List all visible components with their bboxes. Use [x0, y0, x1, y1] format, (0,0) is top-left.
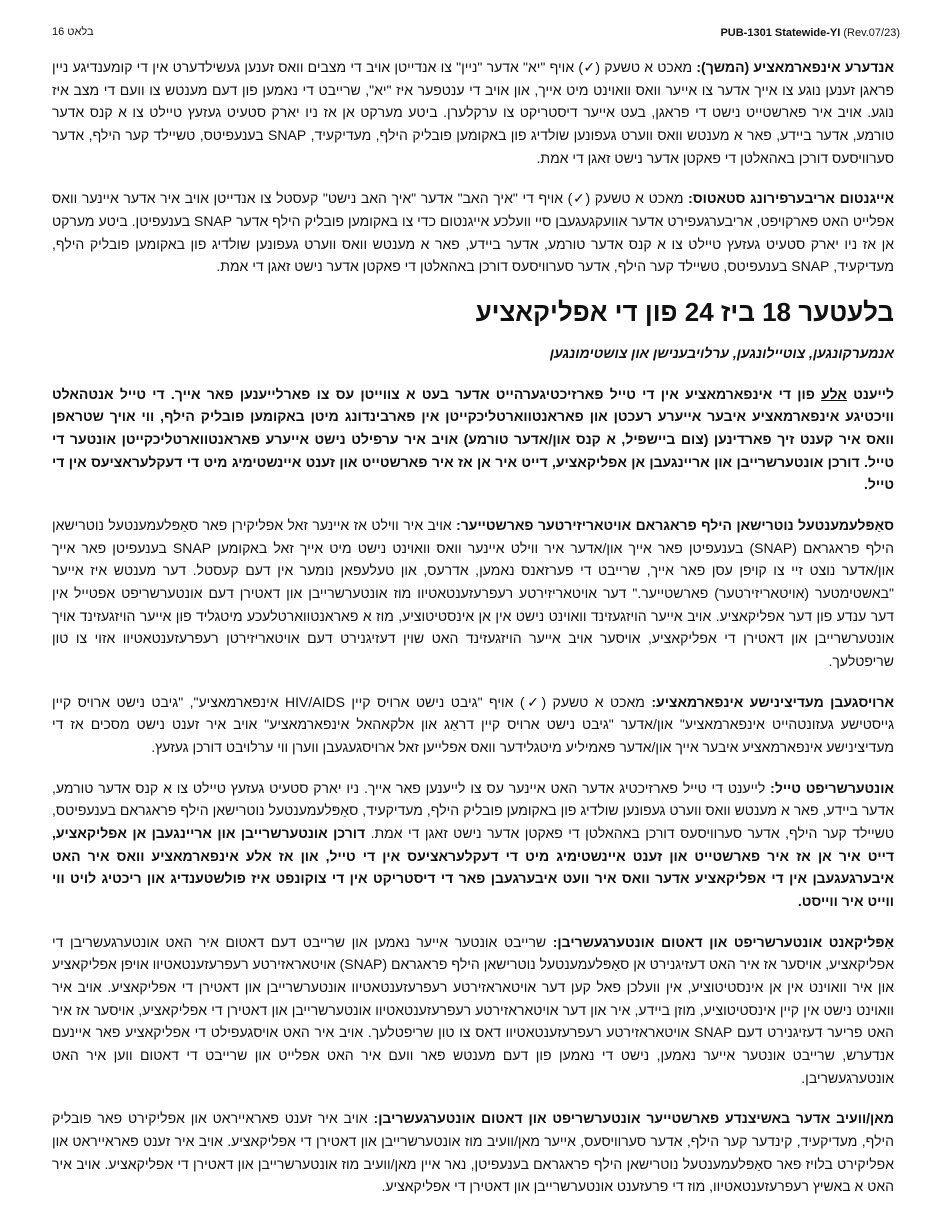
document-body [52, 56, 894, 1216]
paragraph-applicant-signature [52, 931, 894, 1090]
section-heading: בלעטער 18 ביז 24 פון די אפליקאציע [475, 297, 894, 328]
paragraph-title: ארויסגעבן מעדיצינישע אינפארמאציע: [651, 693, 895, 710]
paragraph-property-transfer [52, 187, 894, 278]
paragraph-medical-release [52, 691, 894, 759]
paragraph-title: אונטערשריפט טייל: [770, 779, 894, 796]
underlined-word: אלע [821, 385, 847, 402]
paragraph-title: מאן/וועיב אדער באשיצנדע פארשטייער אונטערשריפט און דאטום אונטערגעשריבן: [373, 1110, 894, 1127]
paragraph-text: לייענט די טייל פארזיכטיג אדער האט איינער עס צו לייענען פאר אייך. ניו יארק סטעיט געזעץ טיילט צו א קנס אדער טורמע, אדער ביידע, פאר א מענטש וואס ווערט געפונען שולדיג פון באקומען פובליק הילף, מעדיקעיד, סאַפּלעמענטעל נוטרישאן הילף פראגראם בענעפיטס, טשיילד קער הילף, אדער סערוויסעס דורכן באהאלטן די פאקטן אדער נישט זאגן די אמת. [52, 779, 895, 841]
section-subheading: אנמערקונגען, צוטיילונגען, ערלויבענישן און צושטימונגען [549, 344, 894, 361]
paragraph-text: מאכט א טשעק (✓) אויף "יא" אדער "ניין" צו אנדייטן אויב די מצבים וואס זענען געשילדערט אין די קומענדיגע ניין פראגן זענען נוגע צו אייך אדער צו אייער וואס וואוינט מיט אייך, און אויב די ענטפער איז "יא", שרייבט די נאמען פון דעם מענטש צו וועם די מצב איז נוגע. אויב איר פארשטייט נישט די פראגן, בעט אייער דיסטריקט צו ערקלערן. ביטע מערקט אן אז ניו יארק סטעיט געזעץ טיילט צו א קנס אדער טורמע, אדער ביידע, פאר א מענטש וואס ווערט געפונען שולדיג פון באקומען פובליק הילף, מעדיקעיד, SNAP בענעפיטס, טשיילד קער הילף, אדער סערוויסעס דורכן באהאלטן די פאקטן אדער נישט זאגן די אמת. [52, 59, 894, 166]
pub-code: PUB-1301 Statewide-YI [720, 27, 841, 39]
paragraph-title: אייגנטום אריבערפירונג סטאטוס: [688, 190, 894, 207]
text-run: לייענט [846, 385, 895, 402]
paragraph-text: מאכט א טשעק (✓) אויף די "איך האב" אדער "איך האב נישט" קעסטל צו אנדייטן אויב איר אדער איינער וואס אפלייט האט פארקויפט, אריבערגעפירט אדער אוועקגעגעבן סיי וועלכע אייגנטום כדי צו באקומען פובליק הילף אדער SNAP בענעפיטן. ביטע מערקט אן אז ניו יארק סטעיט געזעץ טיילט צו א קנס אדער טורמע, אדער ביידע, פאר א מענטש וואס ווערט געפונען שולדיג פון באקומען פובליק הילף, מעדיקעיד, SNAP בענעפיטס, טשיילד קער הילף, אדער סערוויסעס דורכן באהאלטן די פאקטן אדער נישט זאגן די אמת. [52, 190, 895, 275]
paragraph-spouse-signature [52, 1107, 894, 1198]
paragraph-title: אַפּליקאנט אונטערשריפט און דאטום אונטערגעשריבן: [552, 933, 894, 950]
paragraph-text: אויב איר זענט פאראייראט און אפליקירט פאר פובליק הילף, מעדיקעיד, קינדער קער הילף, אדער סערוויסעס, אייער מאן/וועיב מוז אונטערשרייבן און דאטירן די אפליקאציע. אויב איר זענט פאראייראט און אפליקירט בלויז פאר סאַפּלעמענטעל נוטרישאן הילף פראגראם בענעפיטן, נאר איין מאן/וועיב מוז אונטערשרייבן און דאטירן די אפליקאציע. אויב איר האט א באשיץ רעפרעזענטאטיוו, מוז די פרעזענט אונטערשרייבן און דאטירן די אפליקאציע. [52, 1110, 894, 1195]
revision-date: (Rev.07/23) [843, 27, 900, 39]
paragraph-signature-section [52, 777, 894, 913]
paragraph-other-info [52, 56, 894, 169]
paragraph-bold-text: דורכן אונטערשרייבן און אריינגעבן אן אפליקאציע, דייט איר אן אז איר פארשטייט און זענט איינשטימיג מיט די דעקלעראציעס אין די טייל, און אז אלע אינפארמאציע וואס איר האט איבערגעגעבן אין די אפליקאציע אדער וואס איר וועט איבערגעבן פאר די דיסטריקט אין די צוקונפט איז פולשטענדיג און ריכטיג לויט ווי ווייט איר ווייסט. [52, 824, 894, 909]
page-number: בלאט 16 [52, 26, 94, 38]
paragraph-title: אנדערע אינפארמאציע (המשך): [696, 59, 894, 75]
paragraph-text: אויב איר ווילט אז איינער זאל אפליקירן פאר סאַפּלעמענטעל נוטרישאן הילף פראגראם (SNAP) בענעפיטן פאר אייך און/אדער איר ווילט איינער וואס וואוינט נישט מיט אייך זאל באקומען SNAP בענעפיטן פאר אייך און/אדער נוצט זיי צו קויפן עסן פאר אייך, שרייבט די פערזאנס נאמען, אדרעס, און טעלעפאן נומער אין דעם קעסטל. דער מענטש איז אייער "באשטימטער (אויטאריזירטער) פארשטייער." דער אויטאריזירטע רעפרעזענטאטיוו מוז אונטערשרייבן און דאטירן דעם אונטערשריפט אפטייל אין דער ענדע פון דער אפליקאציע. אויב אייער הויזגעזינד וואוינט נישט אין אן אינסטיטוציע, מוז א פאראנטווארטלעכע מיטגליד פון אייער הויזגעזינד אויך אונטערשרייבן און דאטירן די אפליקאציע, אויסער אויב אייער הויזגעזינד האט שוין דעזיגנירט דעם אויטאריזירטן רעפרעזענטאטיוו אזוי צו טון שריפטלעך. [52, 516, 894, 669]
paragraph-read-all [52, 383, 894, 496]
paragraph-text: שרייבט אונטער אייער נאמען און שרייבט דעם דאטום איר האט אונטערגעשריבן די אפליקאציע, אויסער אז איר האט דעזיגנירט אן סאַפּלעמענטעל נוטרישאן הילף פראגראם (SNAP) אויטאראזירטע רעפרעזענטאטיוו אויפן אפליקאציע און איר וואוינט אין אן אינסטיטוציע, אין וועלכן פאל קען דער אויטאראזירטע רעפרעזענטאטיוו אונטערשרייבן און דאטירן די אפליקאציע. אויב איר וואוינט נישט אין קיין אינסטיטוציע, מוזן ביידע, איר און דער אויטאראזירטע רעפרעזענטאטיוו אונטערשרייבן און דאטירן די אפליקאציע, אויסער אז איר האט פריער דעזיגנירט דעם SNAP אויטאראזירטע רעפרעזענטאטיוו דאס צו טון שריפטלעך. אויב איר האט אויסגעפילט די אפליקאציע פאר איינעם אנדערש, שרייבט אונטער אייער נאמען, נישט די נאמען פון דעם מענטש פאר וועם איר האט אפלייט און שרייבט די דאטום ווען איר האט אונטערגעשריבן. [52, 933, 894, 1086]
publication-id [720, 27, 900, 39]
paragraph-text: מאכט א טשעק (✓) אויף "גיבט נישט ארויס קיין HIV/AIDS אינפארמאציע", "גיבט נישט ארויס קיין גייסטישע געזונטהייט אינפארמאציע" און/אדער "גיבט נישט ארויס קיין דראַג און אלקאהאל אינפארמאציע" אויב איר זענט נישט מסכים אז די מעדיצינישע אינפארמאציע איבער אייך און/אדער פאמיליע מיטגלידער וואס אפלייען זאל ארויסגעגעבן ווערן ווי ערלויבט דורכן געזעץ. [52, 693, 894, 755]
paragraph-title: סאַפּלעמענטעל נוטרישאן הילף פראגראם אויטאריזירטער פארשטייער: [456, 516, 895, 533]
paragraph-authorized-rep [52, 514, 894, 673]
text-run: פון די אינפארמאציע אין די טייל פארזיכטיגערהייט אדער בעט א צווייטן עס צו פארלייענען פאר אייך. די טייל אנטהאלט וויכטיגע אינפארמאציע איבער אייערע רעכטן און פאראנטווארטליכקייטן אין פארבינדונג מיטן באקומען פובליק הילף, ווי אויך שטראפן וואס איר קענט זיך פארדינען (צום ביישפיל, א קנס און/אדער טורמע) אויב איר ערפילט נישט אייערע פאראנטווארטליכקייטן אונטער די טייל. דורכן אונטערשרייבן און אריינגעבן אן אפליקאציע, דייט איר אן אז איר פארשטייט און זענט איינשטימיג מיט די דעקלעראציעס אין די טייל. [52, 385, 894, 493]
